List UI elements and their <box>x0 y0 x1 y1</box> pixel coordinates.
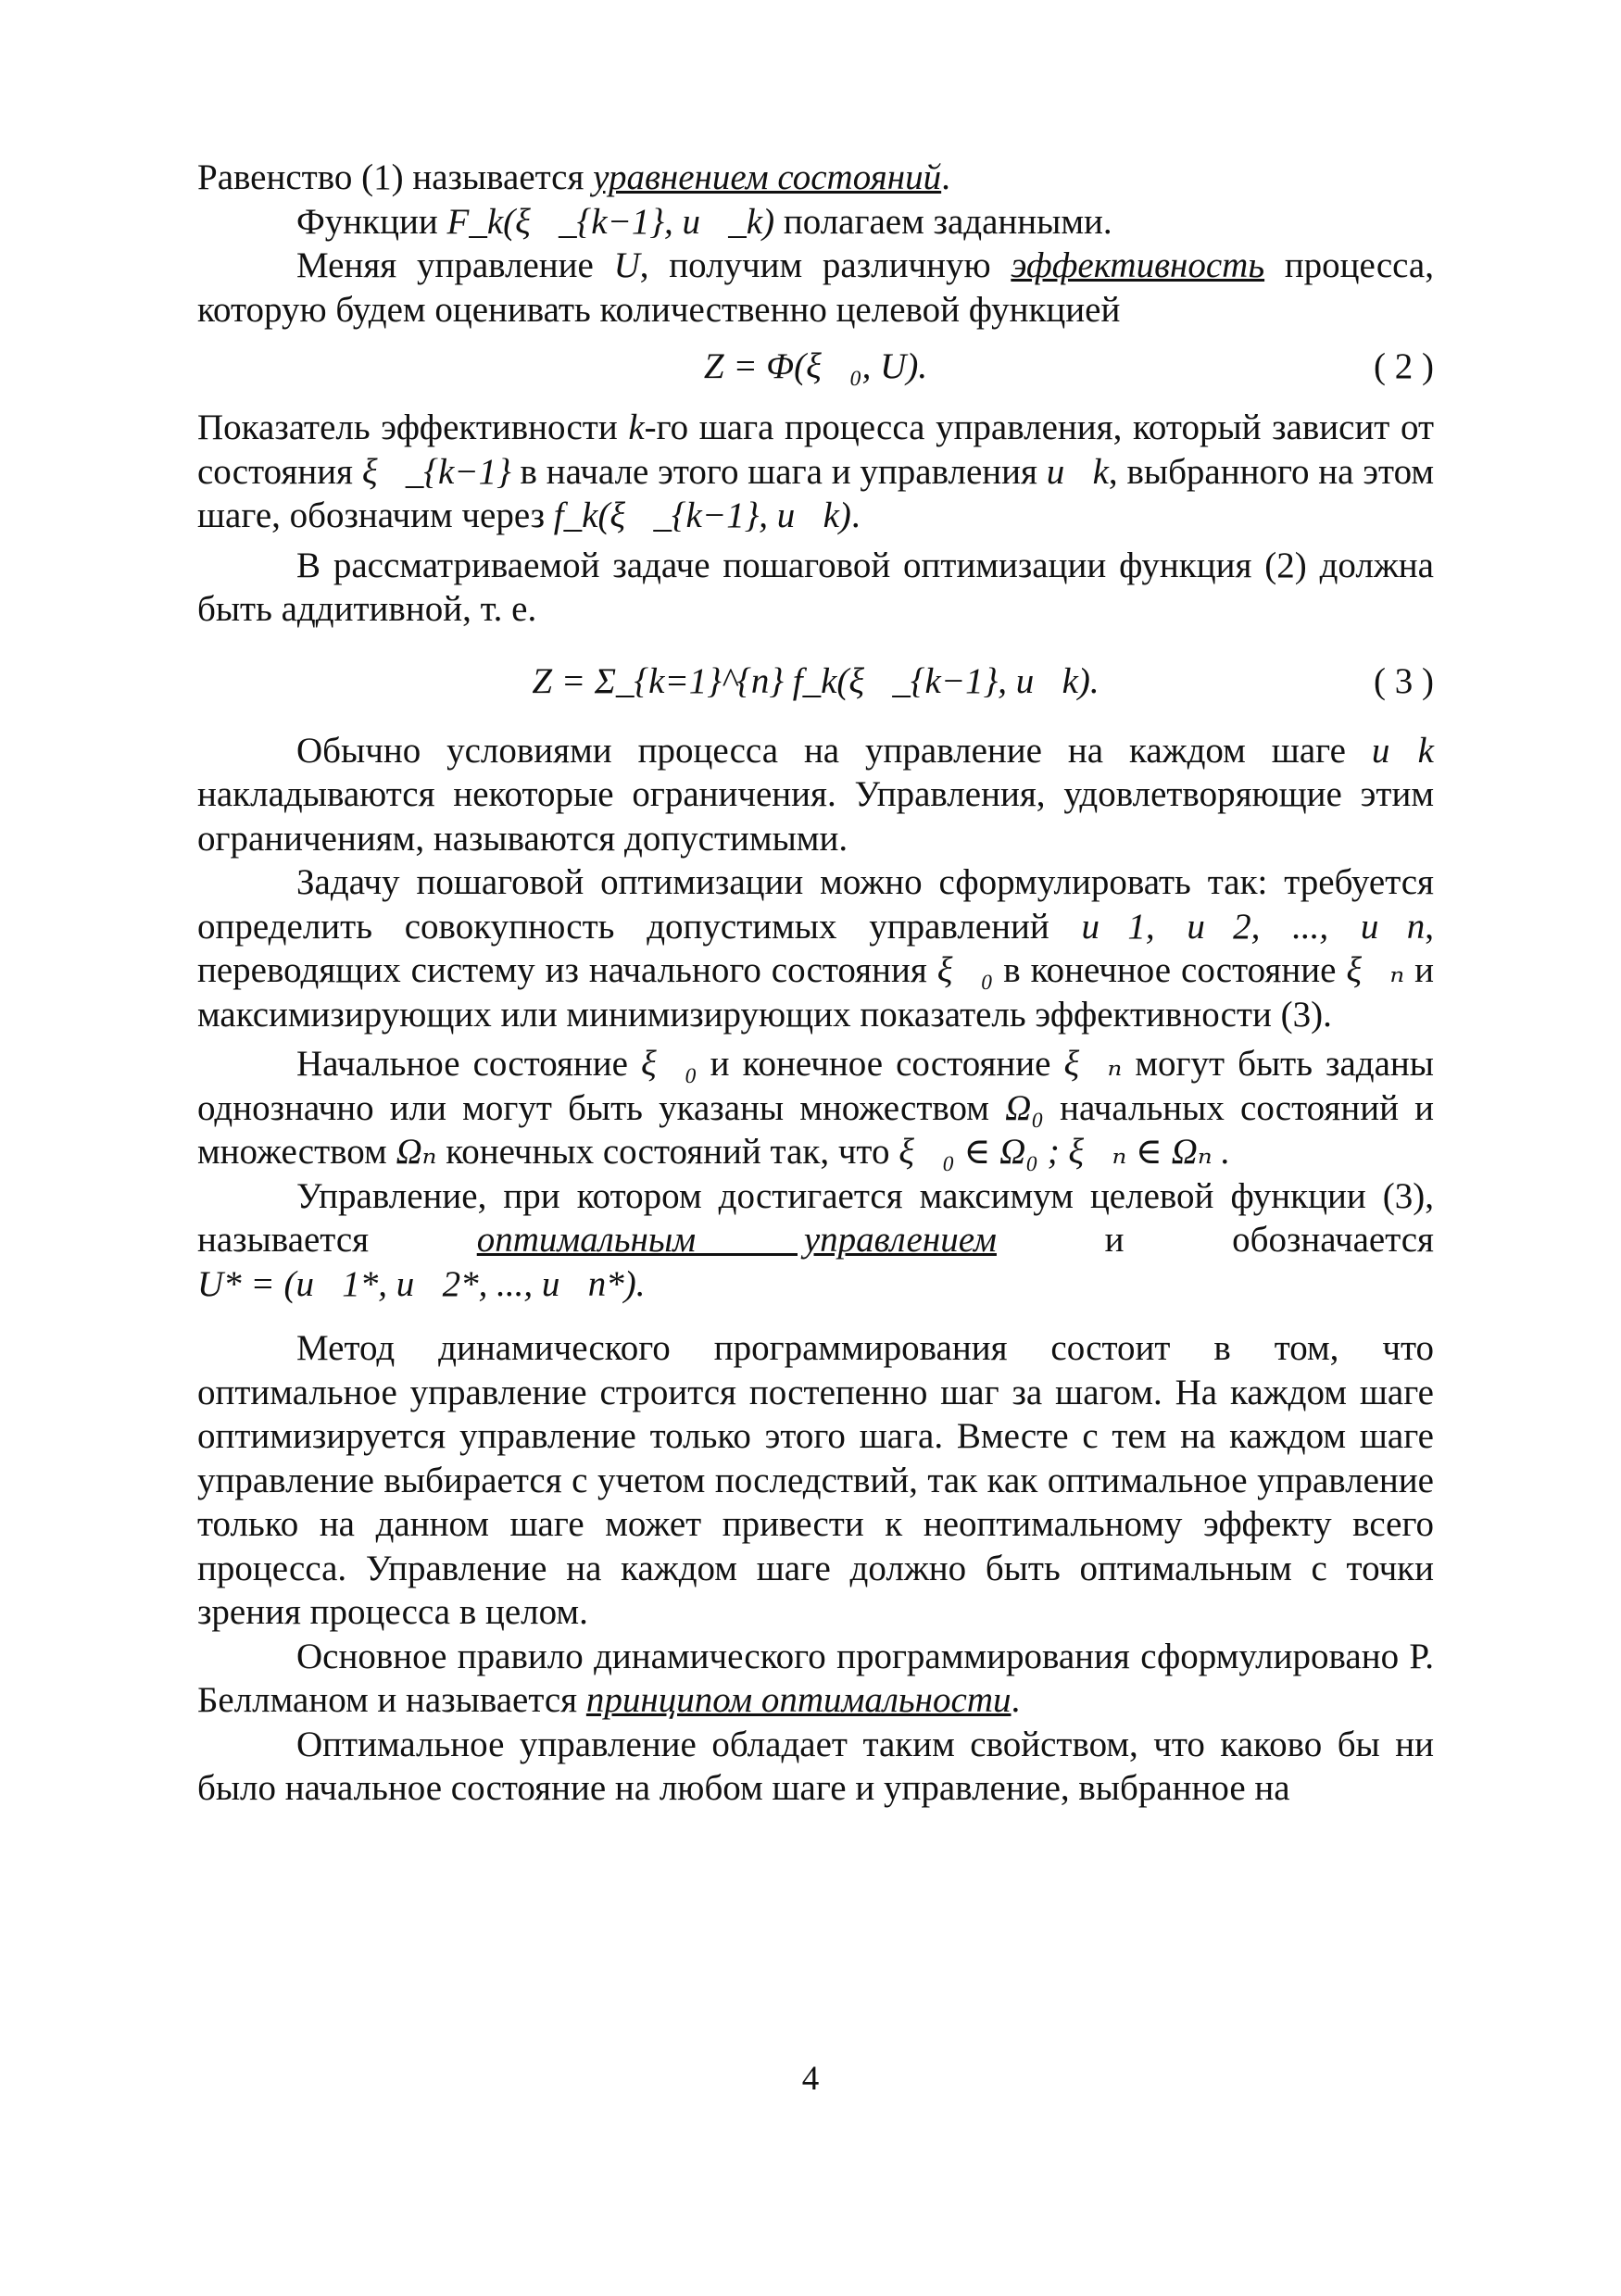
text: Метод динамического программирования состоит в том, что оптимальное управление строится постепенно шаг за шагом. На каждом шаге оптимизируется управление только этого шага. Вместе с тем на каждом шаге управление выбирается с учетом последствий, так как оптимальное управление только на данном шаге может привести к неоптимальному эффекту всего процесса. Управление на каждом шаге должно быть оптимальным с точки зрения процесса в целом. <box>197 1328 1434 1632</box>
formula-inline: ξ⃗ₙ <box>1346 950 1405 990</box>
paragraph-optimality-property <box>197 1723 1434 1811</box>
text: Основное правило динамического программирования сформулировано Р. Беллманом и называется <box>197 1636 1434 1720</box>
text: и обозначается <box>996 1220 1434 1260</box>
term-state-equation: уравнением состояний <box>593 157 942 197</box>
equation-formula: Z = Σ_{k=1}^{n} f_k(ξ⃗_{k−1}, u⃗k). <box>532 660 1100 701</box>
text: начальных состояний и множеством <box>197 1087 1434 1172</box>
formula-inline: Ωₙ <box>396 1132 437 1172</box>
formula-inline: ξ⃗ₙ <box>1063 1044 1123 1084</box>
formula-inline: u⃗k <box>1046 451 1109 492</box>
text: В рассматриваемой задаче пошаговой оптимизации функция (2) должна быть аддитивной, т. е. <box>197 545 1434 629</box>
paragraph-dynamic-programming <box>197 1326 1434 1635</box>
equation-2 <box>197 332 1434 406</box>
paragraph-optimal-control <box>197 1174 1434 1307</box>
paragraph-step-indicator <box>197 406 1434 538</box>
formula-inline: u⃗1, u⃗2, ..., u⃗n <box>1081 906 1426 947</box>
page-body <box>197 156 1434 1811</box>
text: , выбранного на этом шаге, обозначим через <box>197 451 1435 535</box>
text: Меняя управление <box>296 245 614 285</box>
term-efficiency: эффективность <box>1011 245 1265 285</box>
formula-inline: U <box>613 245 640 285</box>
paragraph-additive <box>197 544 1434 632</box>
text: Функции <box>296 201 447 242</box>
formula-inline: U* = (u⃗1*, u⃗2*, ..., u⃗n*). <box>197 1263 646 1304</box>
equation-number: ( 3 ) <box>1374 660 1434 701</box>
paragraph-efficiency <box>197 244 1434 332</box>
text: в начале этого шага и управления <box>510 451 1047 492</box>
text: , переводящих систему из начального состояния <box>197 906 1434 990</box>
text: Оптимальное управление обладает таким свойством, что каково бы ни было начальное состояние на любом шаге и управление, выбранное на <box>197 1724 1434 1808</box>
formula-inline: k <box>628 408 645 447</box>
text: Равенство (1) называется <box>197 157 594 197</box>
formula-inline: ξ⃗₀ <box>641 1044 697 1084</box>
text: конечных состояний так, что <box>436 1132 899 1172</box>
text: Обычно условиями процесса на управление на каждом шаге <box>296 730 1372 771</box>
page-number: 4 <box>801 2060 820 2098</box>
text: . <box>941 157 950 197</box>
equation-number: ( 2 ) <box>1374 346 1434 386</box>
formula-inline: Ω₀ <box>1005 1087 1044 1128</box>
text: Начальное состояние <box>296 1044 642 1084</box>
formula-inline: F_k(ξ⃗_{k−1}, u⃗_k) <box>446 201 775 242</box>
text: полагаем заданными. <box>774 201 1112 242</box>
text: -го шага процесса управления, который зависит от состояния <box>197 408 1434 492</box>
text: и конечное состояние <box>697 1044 1064 1084</box>
term-optimality-principle: принципом оптимальности <box>585 1680 1012 1720</box>
text: . <box>850 496 861 535</box>
text: накладываются некоторые ограничения. Управления, удовлетворяющие этим ограничениям, называются допустимыми. <box>197 774 1434 859</box>
text: процесса, которую будем оценивать количественно целевой функцией <box>197 245 1434 330</box>
text: могут быть заданы однозначно или могут быть указаны множеством <box>197 1044 1434 1128</box>
text: . <box>1011 1680 1021 1720</box>
formula-inline: ξ⃗₀ <box>936 950 994 990</box>
text: Задачу пошаговой оптимизации можно сформулировать так: требуется определить совокупность допустимых управлений <box>197 862 1434 947</box>
text: Управление, при котором достигается максимум целевой функции (3), называется <box>197 1175 1434 1260</box>
paragraph-problem-statement <box>197 860 1434 1036</box>
text: в конечное состояние <box>993 950 1347 990</box>
paragraph-initial-final-state <box>197 1042 1434 1174</box>
equation-formula: Z = Φ(ξ⃗₀, U). <box>703 346 928 386</box>
text: Показатель эффективности <box>197 408 629 447</box>
equation-3 <box>197 632 1434 729</box>
paragraph-functions <box>197 200 1434 245</box>
paragraph-bellman <box>197 1635 1434 1723</box>
term-optimal-control: оптимальным управлением <box>476 1220 997 1260</box>
text: и максимизирующих или минимизирующих показатель эффективности (3). <box>197 950 1434 1035</box>
formula-inline: f_k(ξ⃗_{k−1}, u⃗k) <box>553 496 851 535</box>
formula-inline: ξ⃗₀ ∈ Ω₀ ; ξ⃗ₙ ∈ Ωₙ . <box>898 1132 1231 1172</box>
paragraph-state-equation <box>197 156 1434 200</box>
formula-inline: u⃗k <box>1371 730 1434 771</box>
text: , получим различную <box>639 245 1012 285</box>
paragraph-constraints <box>197 729 1434 861</box>
formula-inline: ξ⃗_{k−1} <box>361 451 511 492</box>
